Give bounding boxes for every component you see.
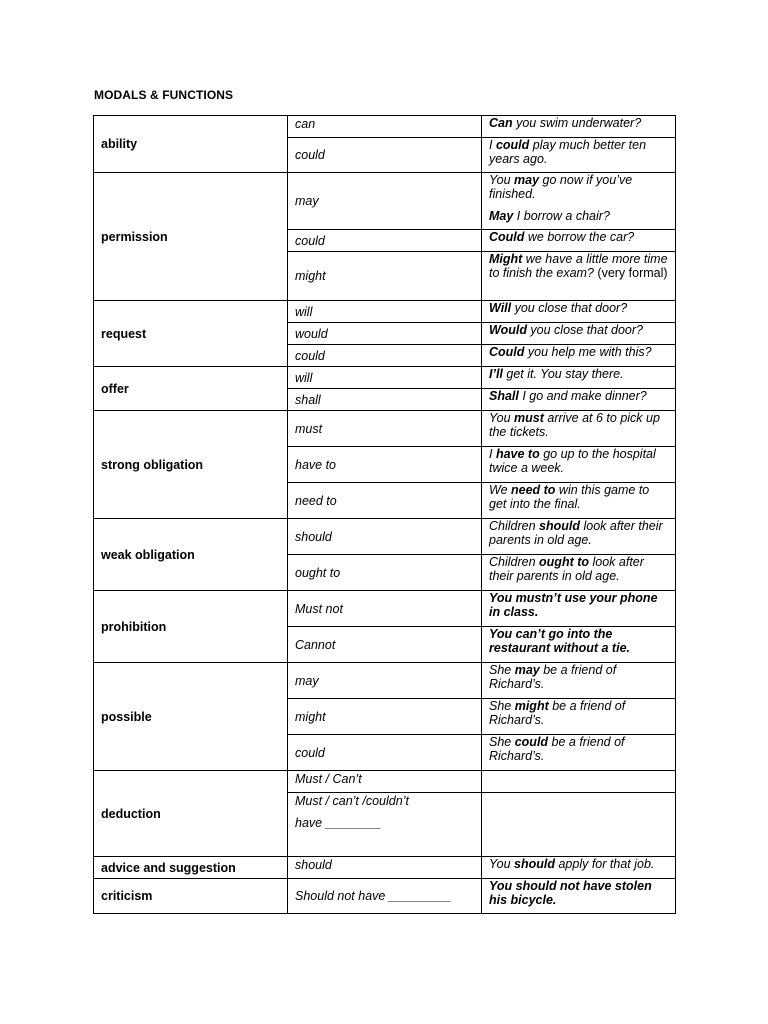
example-bold-word: should [514, 857, 555, 871]
example-cell [482, 116, 676, 138]
example-cell [482, 857, 676, 879]
modal-cell [288, 483, 482, 519]
example-bold-word: must [514, 411, 544, 425]
function-cell: permission [94, 173, 288, 301]
example-text: Children [489, 519, 540, 533]
modal-cell [288, 230, 482, 252]
example-text: You should not have stolen his bicycle. [489, 879, 652, 907]
example-text: you close that door? [526, 323, 643, 337]
function-cell: offer [94, 367, 288, 411]
example-bold-word: ought to [539, 555, 590, 569]
example-bold-word: I’ll [489, 367, 503, 381]
example-text: (very formal) [597, 266, 668, 280]
example-cell [482, 138, 676, 173]
modal-text: Must not [295, 601, 343, 616]
example-cell [482, 367, 676, 389]
table-row [94, 173, 676, 230]
example-text: Children [489, 555, 540, 569]
example-text: win this game to get into the final. [489, 483, 650, 511]
example-cell [482, 483, 676, 519]
modal-cell [288, 345, 482, 367]
modal-text-line2: have ________ [295, 816, 382, 830]
example-text: We [489, 483, 511, 497]
example-cell [482, 555, 676, 591]
function-cell: possible [94, 663, 288, 771]
modal-cell [288, 663, 482, 699]
modal-cell [288, 735, 482, 771]
table-row [94, 857, 676, 879]
example-text: get it. You stay there. [502, 367, 624, 381]
example-text: She [489, 735, 515, 749]
modal-cell [288, 793, 482, 857]
example-bold-word: Will [489, 301, 512, 315]
example-cell [482, 389, 676, 411]
table-row [94, 663, 676, 699]
modal-cell [288, 591, 482, 627]
modal-text: would [295, 326, 328, 341]
modal-text: should [295, 529, 332, 544]
table-row [94, 411, 676, 447]
example-bold-word: have to [495, 447, 540, 461]
example-text: She [489, 699, 515, 713]
modal-text: must [295, 421, 323, 436]
example-text: You mustn’t use your phone in class. [489, 591, 658, 619]
modal-text: will [295, 304, 313, 319]
example-bold-word: could [514, 735, 549, 749]
example-cell [482, 793, 676, 857]
table-row [94, 367, 676, 389]
modal-text: may [295, 673, 319, 688]
example-bold-word: Would [489, 323, 527, 337]
modal-text: could [295, 348, 325, 363]
example-text: we borrow the car? [524, 230, 635, 244]
example-text: we have a little more time to finish the exam? [489, 252, 668, 280]
example-text: I [489, 138, 496, 152]
modal-cell [288, 519, 482, 555]
example-text: I [489, 447, 496, 461]
example-bold-word: Shall [489, 389, 519, 403]
modal-text: Cannot [295, 637, 336, 652]
example-text: I go and make dinner? [518, 389, 647, 403]
example-text: go now if you’ve finished. [489, 173, 633, 201]
example-bold-word: may [514, 173, 540, 187]
example-cell [482, 771, 676, 793]
example-cell [482, 519, 676, 555]
modal-text: will [295, 370, 313, 385]
example-cell [482, 591, 676, 627]
function-cell: deduction [94, 771, 288, 857]
example-bold-word: need to [511, 483, 556, 497]
modal-cell [288, 301, 482, 323]
modal-text: may [295, 194, 319, 208]
page-title: MODALS & FUNCTIONS [94, 88, 234, 102]
example-bold-word: May [489, 209, 514, 223]
example-cell [482, 663, 676, 699]
modal-text: could [295, 148, 325, 162]
table-row [94, 519, 676, 555]
modal-text: need to [295, 493, 337, 508]
example-text: look after their parents in old age. [489, 555, 644, 583]
table-row [94, 771, 676, 793]
modal-cell [288, 252, 482, 301]
example-cell [482, 447, 676, 483]
example-text: You [489, 411, 515, 425]
example-text: play much better ten years ago. [489, 138, 647, 166]
modal-cell [288, 857, 482, 879]
modal-cell [288, 447, 482, 483]
example-bold-word: Can [489, 116, 513, 130]
example-bold-word: could [495, 138, 530, 152]
function-cell: ability [94, 116, 288, 173]
function-cell: strong obligation [94, 411, 288, 519]
example-text: arrive at 6 to pick up the tickets. [489, 411, 660, 439]
modal-cell [288, 323, 482, 345]
modal-cell [288, 699, 482, 735]
modal-cell [288, 879, 482, 914]
modal-cell [288, 555, 482, 591]
modal-text: might [295, 269, 326, 283]
example-text: She [489, 663, 515, 677]
example-cell [482, 173, 676, 230]
example-cell [482, 411, 676, 447]
table-row [94, 879, 676, 914]
function-cell: request [94, 301, 288, 367]
example-bold-word: Might [489, 252, 523, 266]
modal-text: might [295, 709, 326, 724]
table-row [94, 301, 676, 323]
example-text: you help me with this? [524, 345, 652, 359]
function-cell: criticism [94, 879, 288, 914]
modal-text: Must / Can’t [295, 772, 362, 786]
modal-cell [288, 116, 482, 138]
modal-cell [288, 627, 482, 663]
modal-cell [288, 771, 482, 793]
example-bold-word: Could [489, 345, 525, 359]
example-text: I borrow a chair? [513, 209, 610, 223]
modal-cell [288, 138, 482, 173]
example-text: you close that door? [511, 301, 628, 315]
example-cell [482, 323, 676, 345]
example-bold-word: may [514, 663, 540, 677]
example-cell [482, 627, 676, 663]
example-text: be a friend of Richard’s. [489, 735, 625, 763]
example-text: be a friend of Richard’s. [489, 663, 617, 691]
example-text: You can’t go into the restaurant without a tie. [489, 627, 630, 655]
modals-functions-table [93, 115, 676, 914]
modal-text: ought to [295, 565, 341, 580]
modal-text: Should not have _________ [295, 889, 452, 903]
modal-text: shall [295, 392, 321, 407]
function-cell: advice and suggestion [94, 857, 288, 879]
example-text: go up to the hospital twice a week. [489, 447, 656, 475]
example-cell [482, 230, 676, 252]
example-text: You [489, 857, 515, 871]
example-cell [482, 252, 676, 301]
example-cell [482, 735, 676, 771]
modal-cell [288, 367, 482, 389]
example-bold-word: might [514, 699, 549, 713]
example-bold-word: should [539, 519, 580, 533]
modal-text: have to [295, 457, 337, 472]
example-text: you swim underwater? [512, 116, 642, 130]
modal-cell [288, 173, 482, 230]
modal-cell [288, 411, 482, 447]
example-text: apply for that job. [555, 857, 655, 871]
example-bold-word: Could [489, 230, 525, 244]
function-cell: weak obligation [94, 519, 288, 591]
example-cell [482, 699, 676, 735]
example-text: be a friend of Richard’s. [489, 699, 626, 727]
modal-text: Must / can’t /couldn’t [295, 794, 409, 808]
table-row [94, 116, 676, 138]
example-cell [482, 345, 676, 367]
table-row [94, 591, 676, 627]
modal-text: can [295, 117, 316, 131]
example-cell [482, 879, 676, 914]
modal-text: could [295, 745, 325, 760]
modal-cell [288, 389, 482, 411]
example-text: look after their parents in old age. [489, 519, 663, 547]
function-cell: prohibition [94, 591, 288, 663]
example-text: You [489, 173, 515, 187]
modal-text: could [295, 233, 325, 248]
modal-text: should [295, 858, 332, 872]
example-cell [482, 301, 676, 323]
